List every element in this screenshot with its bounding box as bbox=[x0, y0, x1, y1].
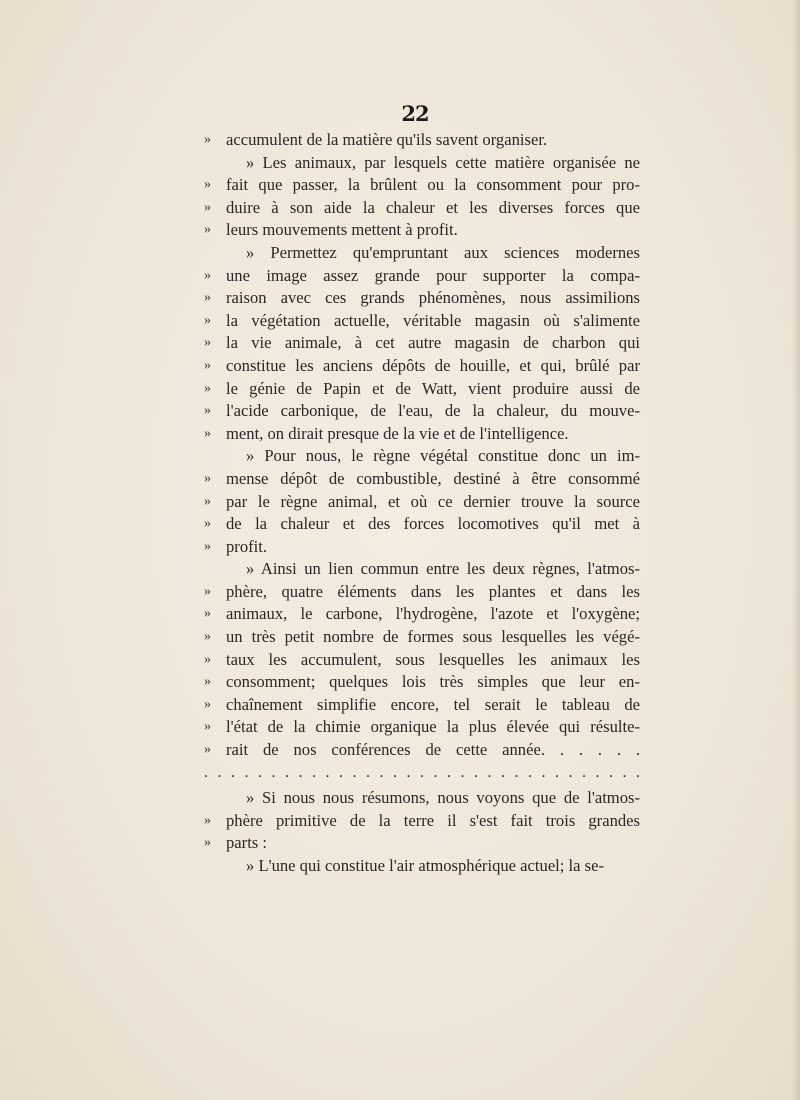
text-line bbox=[204, 581, 640, 604]
text-line bbox=[204, 694, 640, 717]
text-line bbox=[204, 445, 640, 468]
quote-mark: » bbox=[204, 629, 211, 645]
quote-mark: » bbox=[204, 312, 211, 328]
line-text: l'acide carbonique, de l'eau, de la chaleur, du mouve- bbox=[226, 401, 640, 421]
line-text: profit. bbox=[226, 536, 268, 556]
text-line bbox=[204, 739, 640, 762]
line-text: » L'une qui constitue l'air atmosphérique actuel; la se- bbox=[246, 856, 605, 875]
line-text: le génie de Papin et de Watt, vient produire aussi de bbox=[226, 378, 640, 398]
line-text: animaux, le carbone, l'hydrogène, l'azote et l'oxygène; bbox=[226, 604, 640, 624]
quote-mark: » bbox=[204, 606, 211, 622]
line-text: une image assez grande pour supporter la compa- bbox=[226, 265, 640, 285]
line-text: duire à son aide la chaleur et les diverses forces que bbox=[226, 197, 640, 217]
quote-mark: » bbox=[204, 357, 211, 373]
quote-mark: » bbox=[204, 380, 211, 396]
quote-mark: » bbox=[204, 674, 211, 690]
text-line bbox=[204, 626, 640, 649]
text-line bbox=[204, 310, 640, 333]
line-text: par le règne animal, et où ce dernier trouve la source bbox=[226, 491, 640, 511]
text-line bbox=[204, 219, 640, 242]
text-line bbox=[204, 513, 640, 536]
line-text: fait que passer, la brûlent ou la consomment pour pro- bbox=[226, 175, 640, 195]
text-line bbox=[204, 716, 640, 739]
text-line bbox=[204, 287, 640, 310]
quote-mark bbox=[204, 558, 226, 581]
page-edge-shadow bbox=[792, 0, 800, 1100]
text-line bbox=[204, 787, 640, 810]
line-text: leurs mouvements mettent à profit. bbox=[226, 220, 458, 240]
text-line bbox=[204, 558, 640, 581]
page-number: 22 bbox=[401, 101, 429, 126]
line-text: » Les animaux, par lesquels cette matière organisée ne bbox=[246, 152, 640, 172]
line-text: » Permettez qu'empruntant aux sciences modernes bbox=[246, 242, 640, 262]
quote-mark: » bbox=[204, 493, 211, 509]
line-text: » Pour nous, le règne végétal constitue donc un im- bbox=[246, 446, 640, 466]
text-line bbox=[204, 265, 640, 288]
quote-mark: » bbox=[204, 222, 211, 238]
quote-mark: » bbox=[204, 177, 211, 193]
line-text: la vie animale, à cet autre magasin de charbon qui bbox=[226, 333, 640, 353]
line-text: de la chaleur et des forces locomotives qu'il met à bbox=[226, 514, 640, 534]
text-line bbox=[204, 671, 640, 694]
text-line bbox=[204, 332, 640, 355]
line-text: rait de nos conférences de cette année. . . . . . bbox=[226, 740, 640, 760]
line-text: phère primitive de la terre il s'est fait trois grandes bbox=[226, 810, 640, 830]
quote-mark: » bbox=[204, 335, 211, 351]
line-text: phère, quatre éléments dans les plantes et dans les bbox=[226, 581, 640, 601]
quote-mark: » bbox=[204, 132, 211, 147]
quote-mark: » bbox=[204, 651, 211, 667]
line-text: mense dépôt de combustible, destiné à être consommé bbox=[226, 468, 640, 488]
quote-mark bbox=[204, 242, 226, 265]
text-line bbox=[204, 174, 640, 197]
quote-mark: » bbox=[204, 470, 211, 486]
quote-mark: » bbox=[204, 403, 211, 419]
text-paragraphs-main bbox=[204, 129, 640, 762]
quote-mark: » bbox=[204, 583, 211, 599]
line-text: taux les accumulent, sous lesquelles les animaux les bbox=[226, 649, 640, 669]
line-text: » Si nous nous résumons, nous voyons que de l'atmos- bbox=[246, 788, 640, 808]
line-text: accumulent de la matière qu'ils savent organiser. bbox=[226, 130, 548, 149]
text-line bbox=[204, 832, 640, 855]
quote-mark bbox=[204, 152, 226, 175]
line-text: consomment; quelques lois très simples que leur en- bbox=[226, 672, 640, 692]
text-paragraphs-summary bbox=[204, 787, 640, 877]
quote-mark bbox=[204, 787, 226, 810]
line-text: raison avec ces grands phénomènes, nous assimilions bbox=[226, 288, 640, 308]
quote-mark: » bbox=[204, 742, 211, 758]
line-text: constitue les anciens dépôts de houille, et qui, brûlé par bbox=[226, 355, 640, 375]
text-line bbox=[204, 810, 640, 833]
ellipsis-dots-line: . . . . . . . . . . . . . . . . . . . . . . . . . . . . . . . . . bbox=[204, 763, 640, 781]
text-line bbox=[204, 468, 640, 491]
quote-mark: » bbox=[204, 290, 211, 306]
text-line bbox=[204, 603, 640, 626]
quote-mark: » bbox=[204, 835, 211, 851]
quote-mark: » bbox=[204, 425, 211, 441]
line-text: parts : bbox=[226, 833, 268, 853]
quote-mark bbox=[204, 855, 226, 878]
body-text bbox=[204, 129, 640, 878]
text-line bbox=[204, 536, 640, 559]
line-text: » Ainsi un lien commun entre les deux règnes, l'atmos- bbox=[246, 559, 640, 579]
text-line bbox=[204, 423, 640, 446]
text-line bbox=[204, 152, 640, 175]
text-line bbox=[204, 491, 640, 514]
text-line bbox=[204, 129, 640, 152]
quote-mark: » bbox=[204, 696, 211, 712]
line-text: l'état de la chimie organique la plus élevée qui résulte- bbox=[226, 717, 640, 737]
text-line bbox=[204, 400, 640, 423]
line-text: chaînement simplifie encore, tel serait le tableau de bbox=[226, 694, 640, 714]
quote-mark: » bbox=[204, 538, 211, 554]
quote-mark bbox=[204, 445, 226, 468]
quote-mark: » bbox=[204, 516, 211, 532]
text-line bbox=[204, 355, 640, 378]
quote-mark: » bbox=[204, 199, 211, 215]
text-line bbox=[204, 855, 640, 878]
line-text: ment, on dirait presque de la vie et de l'intelligence. bbox=[226, 423, 569, 443]
text-line bbox=[204, 242, 640, 265]
text-line bbox=[204, 197, 640, 220]
quote-mark: » bbox=[204, 812, 211, 828]
line-text: un très petit nombre de formes sous lesquelles les végé- bbox=[226, 627, 640, 647]
text-line bbox=[204, 378, 640, 401]
quote-mark: » bbox=[204, 267, 211, 283]
line-text: la végétation actuelle, véritable magasin où s'alimente bbox=[226, 310, 640, 330]
text-line bbox=[204, 649, 640, 672]
quote-mark: » bbox=[204, 719, 211, 735]
